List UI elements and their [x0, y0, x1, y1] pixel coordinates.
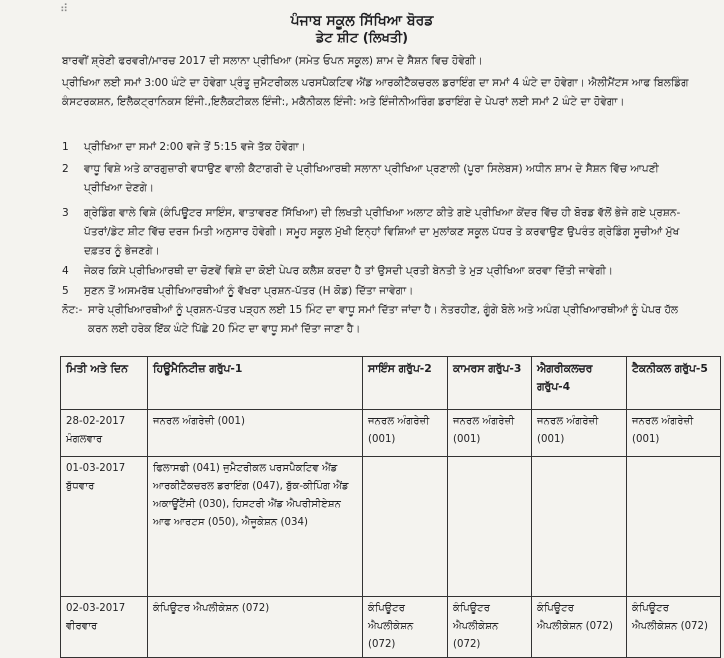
instruction-text: ਜੇਕਰ ਕਿਸੇ ਪ੍ਰੀਖਿਆਰਥੀ ਦਾ ਚੋਣਵੇਂ ਵਿਸ਼ੇ ਦਾ ਕੋਈ ਪੇਪਰ ਕਲੈਸ਼ ਕਰਦਾ ਹੈ ਤਾਂ ਉਸਦੀ ਪ੍ਰਤੀ ਬੇਨਤੀ ਤੇ ਮੁੜ ਪ੍ਰੀਖਿਆ ਕਰਵਾ ਦਿੱਤੀ ਜਾਵੇਗੀ। [84, 265, 614, 277]
instruction-text: ਵਾਧੂ ਵਿਸ਼ੇ ਅਤੇ ਕਾਰਗੁਜ਼ਾਰੀ ਵਧਾਉਣ ਵਾਲੀ ਕੈਟਾਗਰੀ ਦੇ ਪ੍ਰੀਖਿਆਰਥੀ ਸਲਾਨਾ ਪ੍ਰੀਖਿਆ ਪ੍ਰਣਾਲੀ (ਪੂਰਾ ਸਿਲੇਬਸ) ਅਧੀਨ ਸ਼ਾਮ ਦੇ ਸੈਸ਼ਨ ਵਿੱਚ ਆਪਣੀ ਪ੍ਰੀਖਿਆ ਦੇਣਗੇ। [84, 163, 659, 194]
header-humanities: ਹਿਊਮੈਨਿਟੀਜ਼ ਗਰੁੱਪ-1 [148, 357, 363, 410]
page-title: ਪੰਜਾਬ ਸਕੂਲ ਸਿੱਖਿਆ ਬੋਰਡ [290, 13, 434, 29]
table-cell [448, 457, 532, 597]
table-cell [627, 457, 721, 597]
note-text: ਸਾਰੇ ਪ੍ਰੀਖਿਆਰਥੀਆਂ ਨੂੰ ਪ੍ਰਸ਼ਨ-ਪੱਤਰ ਪੜ੍ਹਨ ਲਈ 15 ਮਿੰਟ ਦਾ ਵਾਧੂ ਸਮਾਂ ਦਿੱਤਾ ਜਾਂਦਾ ਹੈ। ਨੇਤਰਹੀਣ, ਗੂੰਗੇ ਬੋਲੇ ਅਤੇ ਅਪੰਗ ਪ੍ਰੀਖਿਆਰਥੀਆਂ ਨੂੰ ਪੇਪਰ ਹੱਲ ਕਰਨ ਲਈ ਹਰੇਕ ਇੱਕ ਘੰਟੇ ਪਿੱਛੇ 20 ਮਿੰਟ ਦਾ ਵਾਧੂ ਸਮਾਂ ਦਿੱਤਾ ਜਾਣਾ ਹੈ। [88, 304, 678, 335]
instruction-number: 2 [62, 163, 69, 175]
row-date: 28-02-2017 [66, 416, 126, 427]
header-date-day: ਮਿਤੀ ਅਤੇ ਦਿਨ [61, 357, 148, 410]
table-cell: ਜਨਰਲ ਅੰਗਰੇਜ਼ੀ (001) [532, 410, 627, 457]
row-day: ਵੀਰਵਾਰ [66, 621, 98, 632]
table-cell: ਜਨਰਲ ਅੰਗਰੇਜ਼ੀ (001) [448, 410, 532, 457]
instruction-number: 5 [62, 285, 69, 297]
table-cell: ਫਿਲਾਸਫੀ (041) ਜੁਮੈਟਰੀਕਲ ਪਰਸਪੈਕਟਿਵ ਐਂਡ ਆਰਕੀਟੈਕਚਰਲ ਡਰਾਇੰਗ (047), ਬੁੱਕ-ਕੀਪਿੰਗ ਐਂਡ ਅਕਾਊਂਟੈਂਸੀ (030), ਹਿਸਟਰੀ ਐਂਡ ਐਪਰੀਸੀਏਸ਼ਨ ਆਫ ਆਰਟਸ (050), ਐਜੂਕੇਸ਼ਨ (034) [148, 457, 363, 597]
intro-line-1: ਬਾਰਵੀਂ ਸ਼੍ਰੇਣੀ ਫਰਵਰੀ/ਮਾਰਚ 2017 ਦੀ ਸਲਾਨਾ ਪ੍ਰੀਖਿਆ (ਸਮੇਤ ਓਪਨ ਸਕੂਲ) ਸ਼ਾਮ ਦੇ ਸੈਸ਼ਨ ਵਿਚ ਹੋਵੇਗੀ। [62, 55, 483, 67]
table-cell [363, 457, 448, 597]
row-date: 01-03-2017 [66, 463, 126, 474]
instruction-text: ਪ੍ਰੀਖਿਆ ਦਾ ਸਮਾਂ 2:00 ਵਜੇ ਤੋਂ 5:15 ਵਜੇ ਤੱਕ ਹੋਵੇਗਾ। [84, 141, 306, 153]
date-cell [61, 457, 148, 597]
table-row [61, 410, 721, 457]
row-day: ਮੰਗਲਵਾਰ [66, 434, 103, 445]
instruction-number: 4 [62, 265, 69, 277]
table-header-row [61, 357, 721, 410]
date-cell [61, 597, 148, 658]
instruction-number: 3 [62, 207, 69, 219]
table-cell: ਕੰਪਿਊਟਰ ਐਪਲੀਕੇਸ਼ਨ (072) [363, 597, 448, 658]
row-date: 02-03-2017 [66, 603, 126, 614]
table-cell: ਜਨਰਲ ਅੰਗਰੇਜ਼ੀ (001) [627, 410, 721, 457]
header-agriculture: ਐਗਰੀਕਲਚਰ ਗਰੁੱਪ-4 [532, 357, 627, 410]
intro-paragraph-2: ਪ੍ਰੀਖਿਆ ਲਈ ਸਮਾਂ 3:00 ਘੰਟੇ ਦਾ ਹੋਵੇਗਾ ਪ੍ਰੰਤੂ ਜੁਮੈਟਰੀਕਲ ਪਰਸਪੈਕਟਿਵ ਐਂਡ ਆਰਕੀਟੈਕਚਰਲ ਡਰਾਇੰਗ ਦਾ ਸਮਾਂ 4 ਘੰਟੇ ਦਾ ਹੋਵੇਗਾ। ਐਲੀਮੈਂਟਸ ਆਫ ਬਿਲਡਿੰਗ ਕੰਸਟਰਕਸ਼ਨ, ਇਲੈਕਟ੍ਰਾਨਿਕਸ ਇੰਜੀ.,ਇਲੈਕਟੀਕਲ ਇੰਜੀ:, ਮਕੈਨੀਕਲ ਇੰਜੀ: ਅਤੇ ਇੰਜੀਨੀਅਰਿੰਗ ਡਰਾਇੰਗ ਦੇ ਪੇਪਰਾਂ ਲਈ ਸਮਾਂ 2 ਘੰਟੇ ਦਾ ਹੋਵੇਗਾ। [62, 77, 689, 108]
table-row [61, 597, 721, 658]
page-subtitle: ਡੇਟ ਸ਼ੀਟ (ਲਿਖਤੀ) [315, 31, 409, 46]
header-science: ਸਾਇੰਸ ਗਰੁੱਪ-2 [363, 357, 448, 410]
header-technical: ਟੈਕਨੀਕਲ ਗਰੁੱਪ-5 [627, 357, 721, 410]
table-cell: ਜਨਰਲ ਅੰਗਰੇਜ਼ੀ (001) [363, 410, 448, 457]
instruction-number: 1 [62, 141, 69, 153]
table-cell: ਕੰਪਿਊਟਰ ਐਪਲੀਕੇਸ਼ਨ (072) [627, 597, 721, 658]
table-cell [532, 457, 627, 597]
table-cell: ਜਨਰਲ ਅੰਗਰੇਜ਼ੀ (001) [148, 410, 363, 457]
date-cell [61, 410, 148, 457]
instruction-text: ਗ੍ਰੇਡਿੰਗ ਵਾਲੇ ਵਿਸ਼ੇ (ਕੰਪਿਊਟਰ ਸਾਇੰਸ, ਵਾਤਾਵਰਣ ਸਿੱਖਿਆ) ਦੀ ਲਿਖਤੀ ਪ੍ਰੀਖਿਆ ਅਲਾਟ ਕੀਤੇ ਗਏ ਪ੍ਰੀਖਿਆ ਕੇਂਦਰ ਵਿੱਚ ਹੀ ਬੋਰਡ ਵੱਲੋਂ ਭੇਜੇ ਗਏ ਪ੍ਰਸ਼ਨ-ਪੱਤਰਾਂ/ਡੇਟ ਸ਼ੀਟ ਵਿੱਚ ਦਰਜ ਮਿਤੀ ਅਨੁਸਾਰ ਹੋਵੇਗੀ। ਸਮੂਹ ਸਕੂਲ ਮੁੱਖੀ ਇਨ੍ਹਾਂ ਵਿਸ਼ਿਆਂ ਦਾ ਮੁਲਾਂਕਣ ਸਕੂਲ ਪੱਧਰ ਤੇ ਕਰਵਾਉਣ ਉਪਰੰਤ ਗ੍ਰੇਡਿੰਗ ਸੂਚੀਆਂ ਮੁੱਖ ਦਫ਼ਤਰ ਨੂੰ ਭੇਜਣਗੇ। [84, 207, 681, 257]
table-row [61, 457, 721, 597]
table-cell: ਕੰਪਿਊਟਰ ਐਪਲੀਕੇਸ਼ਨ (072) [532, 597, 627, 658]
scan-smudge-icon: ⠾ [60, 2, 69, 15]
exam-schedule-table [60, 356, 721, 658]
row-day: ਬੁੱਧਵਾਰ [66, 481, 95, 492]
note-label: ਨੋਟ:- [62, 304, 83, 316]
table-cell: ਕੰਪਿਊਟਰ ਐਪਲੀਕੇਸ਼ਨ (072) [148, 597, 363, 658]
instruction-text: ਸੁਣਨ ਤੋਂ ਅਸਮਰੱਥ ਪ੍ਰੀਖਿਆਰਥੀਆਂ ਨੂੰ ਵੱਖਰਾ ਪ੍ਰਸ਼ਨ-ਪੱਤਰ (H ਕੋਡ) ਦਿੱਤਾ ਜਾਵੇਗਾ। [84, 285, 414, 297]
header-commerce: ਕਾਮਰਸ ਗਰੁੱਪ-3 [448, 357, 532, 410]
table-cell: ਕੰਪਿਊਟਰ ਐਪਲੀਕੇਸ਼ਨ (072) [448, 597, 532, 658]
